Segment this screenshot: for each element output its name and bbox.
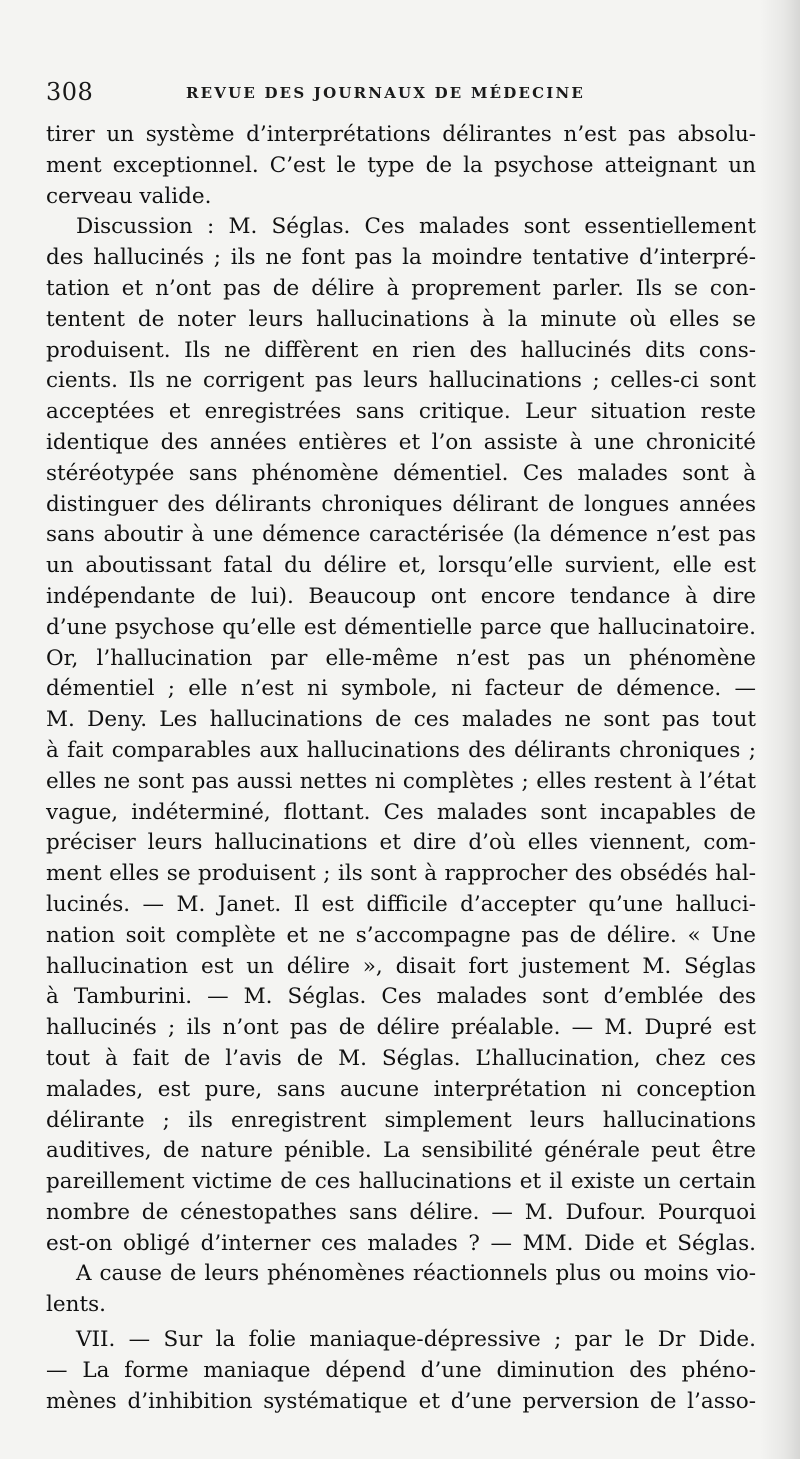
text-line: produisent. Ils ne diffèrent en rien des hallucinés dits cons- [46, 337, 756, 363]
text-line: A cause de leurs phénomènes réactionnels plus ou moins vio- [76, 1261, 756, 1287]
text-line: est-on obligé d’interner ces malades ? — MM. Dide et Séglas. [46, 1230, 756, 1256]
text-line: stéréotypée sans phénomène démentiel. Ces malades sont à [46, 460, 756, 486]
text-line: auditives, de nature pénible. La sensibilité générale peut être [46, 1138, 756, 1164]
page-number: 308 [46, 78, 94, 106]
text-line: lents. [46, 1292, 106, 1318]
text-line: nombre de cénestopathes sans délire. — M. Dufour. Pourquoi [46, 1199, 756, 1225]
section-heading-line: VII. — Sur la folie maniaque-dépressive ; par le Dr Dide. [76, 1327, 756, 1353]
text-line: des hallucinés ; ils ne font pas la moindre tentative d’interpré- [46, 245, 756, 271]
text-line: cerveau valide. [46, 183, 212, 209]
text-line: tentent de noter leurs hallucinations à la minute où elles se [46, 306, 756, 332]
running-head: REVUE DES JOURNAUX DE MÉDECINE [186, 84, 586, 102]
text-line: un aboutissant fatal du délire et, lorsqu’elle survient, elle est [46, 553, 756, 579]
text-line: M. Deny. Les hallucinations de ces malades ne sont pas tout [46, 707, 756, 733]
text-line: cients. Ils ne corrigent pas leurs hallucinations ; celles-ci sont [46, 368, 756, 394]
text-line: malades, est pure, sans aucune interprétation ni conception [46, 1076, 756, 1102]
text-line: pareillement victime de ces hallucinations et il existe un certain [46, 1169, 756, 1195]
text-line: nation soit complète et ne s’accompagne pas de délire. « Une [46, 922, 756, 948]
text-line: sans aboutir à une démence caractérisée (la démence n’est pas [46, 522, 756, 548]
text-line: elles ne sont pas aussi nettes ni complètes ; elles restent à l’état [46, 768, 756, 794]
text-line: tout à fait de l’avis de M. Séglas. L’hallucination, chez ces [46, 1045, 756, 1071]
text-line: distinguer des délirants chroniques délirant de longues années [46, 491, 756, 517]
text-line: Discussion : M. Séglas. Ces malades sont essentiellement [76, 214, 756, 240]
page-edge-shadow [760, 0, 800, 1459]
page-header [46, 78, 766, 108]
text-line: mènes d’inhibition systématique et d’une perversion de l’asso- [46, 1388, 756, 1414]
text-line: Or, l’hallucination par elle-même n’est pas un phénomène [46, 645, 756, 671]
text-line: — La forme maniaque dépend d’une diminution des phéno- [46, 1357, 756, 1383]
text-line: délirante ; ils enregistrent simplement leurs hallucinations [46, 1107, 756, 1133]
text-line: identique des années entières et l’on assiste à une chronicité [46, 429, 756, 455]
text-line: hallucinés ; ils n’ont pas de délire préalable. — M. Dupré est [46, 1015, 756, 1041]
text-line: ment elles se produisent ; ils sont à rapprocher des obsédés hal- [46, 861, 756, 887]
text-line: hallucination est un délire », disait fort justement M. Séglas [46, 953, 756, 979]
text-line: acceptées et enregistrées sans critique. Leur situation reste [46, 399, 756, 425]
text-line: lucinés. — M. Janet. Il est difficile d’accepter qu’une halluci- [46, 891, 756, 917]
text-line: à Tamburini. — M. Séglas. Ces malades sont d’emblée des [46, 984, 756, 1010]
text-line: tation et n’ont pas de délire à proprement parler. Ils se con- [46, 275, 756, 301]
text-line: démentiel ; elle n’est ni symbole, ni facteur de démence. — [46, 676, 756, 702]
text-line: indépendante de lui). Beaucoup ont encore tendance à dire [46, 583, 756, 609]
text-line: préciser leurs hallucinations et dire d’où elles viennent, com- [46, 830, 756, 856]
text-line: d’une psychose qu’elle est démentielle parce que hallucinatoire. [46, 614, 756, 640]
text-line: tirer un système d’interprétations délirantes n’est pas absolu- [46, 122, 756, 147]
text-line: à fait comparables aux hallucinations des délirants chroniques ; [46, 737, 756, 763]
body-text [46, 120, 756, 1417]
text-line: ment exceptionnel. C’est le type de la psychose atteignant un [46, 152, 756, 178]
text-line: vague, indéterminé, flottant. Ces malades sont incapables de [46, 799, 756, 825]
